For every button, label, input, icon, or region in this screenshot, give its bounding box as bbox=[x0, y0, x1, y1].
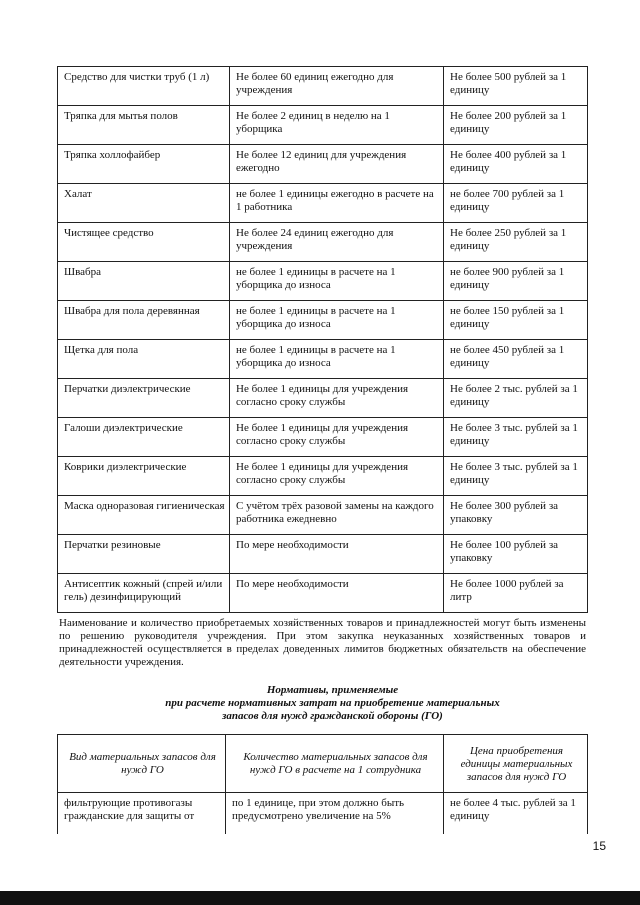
cell-item: фильтрующие противогазы гражданские для защиты от bbox=[58, 793, 226, 835]
page-number: 15 bbox=[592, 839, 606, 853]
table-row bbox=[58, 223, 588, 262]
cell-item: Средство для чистки труб (1 л) bbox=[58, 67, 230, 106]
cell-price: Не более 3 тыс. рублей за 1 единицу bbox=[444, 418, 588, 457]
header-type: Вид материальных запасов для нужд ГО bbox=[58, 735, 226, 793]
supplies-table-body bbox=[58, 67, 588, 613]
table-row bbox=[58, 535, 588, 574]
cell-quantity: по 1 единице, при этом должно быть предусмотрено увеличение на 5% bbox=[226, 793, 444, 835]
civil-defense-table bbox=[57, 734, 588, 834]
table-row bbox=[58, 379, 588, 418]
table-row bbox=[58, 793, 588, 835]
cell-item: Антисептик кожный (спрей и/или гель) дезинфицирующий bbox=[58, 574, 230, 613]
cell-price: не более 4 тыс. рублей за 1 единицу bbox=[444, 793, 588, 835]
table-row bbox=[58, 262, 588, 301]
cell-item: Галоши диэлектрические bbox=[58, 418, 230, 457]
scan-bottom-edge bbox=[0, 891, 640, 905]
cell-price: не более 900 рублей за 1 единицу bbox=[444, 262, 588, 301]
cell-quantity: По мере необходимости bbox=[230, 535, 444, 574]
cell-quantity: Не более 2 единиц в неделю на 1 уборщика bbox=[230, 106, 444, 145]
cell-price: Не более 1000 рублей за литр bbox=[444, 574, 588, 613]
cell-quantity: не более 1 единицы в расчете на 1 уборщика до износа bbox=[230, 340, 444, 379]
cell-price: Не более 200 рублей за 1 единицу bbox=[444, 106, 588, 145]
cell-price: Не более 250 рублей за 1 единицу bbox=[444, 223, 588, 262]
cell-price: Не более 500 рублей за 1 единицу bbox=[444, 67, 588, 106]
cell-quantity: Не более 24 единиц ежегодно для учреждения bbox=[230, 223, 444, 262]
heading-line-3: запасов для нужд гражданской обороны (ГО) bbox=[222, 710, 443, 722]
table-row bbox=[58, 496, 588, 535]
civil-defense-table-body bbox=[58, 793, 588, 835]
cell-item: Маска одноразовая гигиеническая bbox=[58, 496, 230, 535]
table-row bbox=[58, 418, 588, 457]
table-row bbox=[58, 301, 588, 340]
header-quantity: Количество материальных запасов для нужд ГО в расчете на 1 сотрудника bbox=[226, 735, 444, 793]
table-row bbox=[58, 145, 588, 184]
table-row bbox=[58, 340, 588, 379]
cell-item: Чистящее средство bbox=[58, 223, 230, 262]
cell-item: Перчатки резиновые bbox=[58, 535, 230, 574]
cell-price: не более 700 рублей за 1 единицу bbox=[444, 184, 588, 223]
cell-quantity: Не более 1 единицы для учреждения согласно сроку службы bbox=[230, 418, 444, 457]
cell-price: не более 150 рублей за 1 единицу bbox=[444, 301, 588, 340]
cell-quantity: не более 1 единицы ежегодно в расчете на 1 работника bbox=[230, 184, 444, 223]
header-price: Цена приобретения единицы материальных запасов для нужд ГО bbox=[444, 735, 588, 793]
supplies-table bbox=[57, 66, 588, 613]
table-row bbox=[58, 184, 588, 223]
table-row bbox=[58, 106, 588, 145]
cell-price: Не более 400 рублей за 1 единицу bbox=[444, 145, 588, 184]
note-paragraph: Наименование и количество приобретаемых хозяйственных товаров и принадлежностей могут быть изменены по решению руководителя учреждения. При этом закупка неуказанных хозяйственных товаров и принадлежностей осуществляется в пределах доведенных лимитов бюджетных обязательств на обеспечение деятельности учреждения. bbox=[59, 617, 586, 668]
cell-quantity: Не более 12 единиц для учреждения ежегодно bbox=[230, 145, 444, 184]
cell-item: Тряпка для мытья полов bbox=[58, 106, 230, 145]
cell-quantity: По мере необходимости bbox=[230, 574, 444, 613]
cell-quantity: не более 1 единицы в расчете на 1 уборщика до износа bbox=[230, 301, 444, 340]
header-row bbox=[58, 735, 588, 793]
cell-item: Щетка для пола bbox=[58, 340, 230, 379]
cell-quantity: Не более 60 единиц ежегодно для учреждения bbox=[230, 67, 444, 106]
cell-quantity: не более 1 единицы в расчете на 1 уборщика до износа bbox=[230, 262, 444, 301]
cell-item: Швабра bbox=[58, 262, 230, 301]
heading-line-1: Нормативы, применяемые bbox=[266, 684, 399, 696]
section-heading bbox=[100, 684, 565, 723]
cell-price: Не более 300 рублей за упаковку bbox=[444, 496, 588, 535]
table-row bbox=[58, 574, 588, 613]
cell-quantity: С учётом трёх разовой замены на каждого работника ежедневно bbox=[230, 496, 444, 535]
cell-item: Коврики диэлектрические bbox=[58, 457, 230, 496]
cell-price: Не более 2 тыс. рублей за 1 единицу bbox=[444, 379, 588, 418]
cell-item: Тряпка холлофайбер bbox=[58, 145, 230, 184]
heading-line-2: при расчете нормативных затрат на приобретение материальных bbox=[165, 697, 500, 709]
cell-item: Перчатки диэлектрические bbox=[58, 379, 230, 418]
cell-quantity: Не более 1 единицы для учреждения согласно сроку службы bbox=[230, 379, 444, 418]
cell-price: не более 450 рублей за 1 единицу bbox=[444, 340, 588, 379]
cell-item: Халат bbox=[58, 184, 230, 223]
cell-price: Не более 3 тыс. рублей за 1 единицу bbox=[444, 457, 588, 496]
cell-quantity: Не более 1 единицы для учреждения согласно сроку службы bbox=[230, 457, 444, 496]
cell-item: Швабра для пола деревянная bbox=[58, 301, 230, 340]
cell-price: Не более 100 рублей за упаковку bbox=[444, 535, 588, 574]
table-row bbox=[58, 67, 588, 106]
table-row bbox=[58, 457, 588, 496]
